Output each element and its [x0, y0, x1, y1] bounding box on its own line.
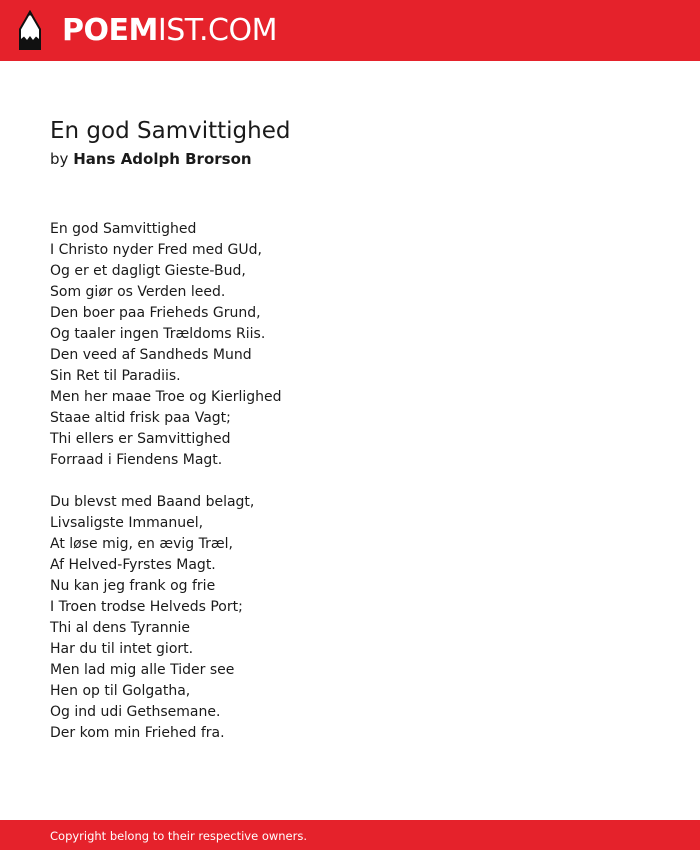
copyright-notice: Copyright belong to their respective owners. — [50, 829, 308, 843]
site-header — [0, 0, 700, 61]
pencil-tip-icon[interactable] — [17, 9, 43, 51]
poem-line: I Troen trodse Helveds Port; — [50, 599, 243, 615]
poem-line: Som giør os Verden leed. — [50, 284, 226, 300]
stanza-2 — [50, 492, 650, 744]
logo-light-text: IST.COM — [157, 13, 277, 48]
poem-line: Nu kan jeg frank og frie — [50, 578, 216, 594]
poem-line: Og taaler ingen Trældoms Riis. — [50, 326, 266, 342]
poem-line: Sin Ret til Paradiis. — [50, 368, 181, 384]
stanza-1 — [50, 219, 650, 471]
poem-line: Og ind udi Gethsemane. — [50, 704, 221, 720]
poem-line: Thi ellers er Samvittighed — [50, 431, 231, 447]
poem-line: Forraad i Fiendens Magt. — [50, 452, 223, 468]
poem-line: Staae altid frisk paa Vagt; — [50, 410, 231, 426]
poem-line: Thi al dens Tyrannie — [50, 620, 191, 636]
poem-line: Af Helved-Fyrstes Magt. — [50, 557, 216, 573]
poem-body — [50, 219, 650, 765]
poem-line: Men lad mig alle Tider see — [50, 662, 235, 678]
author-name: Hans Adolph Brorson — [73, 150, 252, 168]
poem-line: Livsaligste Immanuel, — [50, 515, 204, 531]
poem-line: Og er et dagligt Gieste-Bud, — [50, 263, 246, 279]
poem-line: Der kom min Friehed fra. — [50, 725, 225, 741]
poem-title: En god Samvittighed — [50, 118, 291, 144]
site-footer — [0, 820, 700, 850]
poem-line: Den boer paa Frieheds Grund, — [50, 305, 261, 321]
poem-line: Men her maae Troe og Kierlighed — [50, 389, 282, 405]
logo-bold-text: POEM — [62, 13, 158, 48]
poem-line: Hen op til Golgatha, — [50, 683, 191, 699]
poem-line: At løse mig, en ævig Træl, — [50, 536, 233, 552]
poem-line: Har du til intet giort. — [50, 641, 194, 657]
poem-line: Du blevst med Baand belagt, — [50, 494, 255, 510]
site-logo[interactable] — [62, 13, 277, 49]
poem-line: En god Samvittighed — [50, 221, 197, 237]
poem-line: I Christo nyder Fred med GUd, — [50, 242, 262, 258]
poem-byline — [50, 149, 252, 169]
poem-line: Den veed af Sandheds Mund — [50, 347, 252, 363]
byline-prefix: by — [50, 150, 69, 168]
